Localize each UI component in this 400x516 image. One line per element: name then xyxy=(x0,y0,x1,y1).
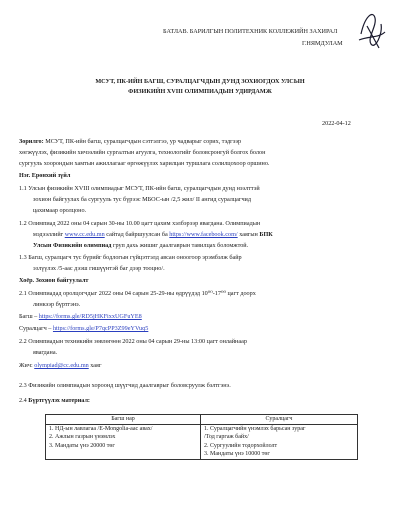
item-2-4-label: Бүртгүүлэх материал: xyxy=(28,397,90,404)
list-item: 1. Суралцагчийн үнэмлэх барьсан зураг xyxy=(204,425,306,432)
teacher-reg-line xyxy=(19,312,142,323)
teacher-form-link[interactable]: https://forms.gle/RD5jHKFixxUGFuYE8 xyxy=(38,313,142,320)
item-1-2-text-c: хаягын xyxy=(237,231,260,238)
approval-line1: БАТЛАВ. БАРИЛГЫН ПОЛИТЕХНИК КОЛЛЕЖИЙН ЗАХИРАЛ xyxy=(163,28,338,35)
student-reg-label: Суралцагч – xyxy=(19,325,53,332)
purpose-text-1: МСУТ, ПК-ийн багш, суралцагчдын сэтгэлгээ, ур чадварыг сорих, тэдгээр xyxy=(43,138,242,145)
item-1-2-line3 xyxy=(33,241,248,252)
teacher-reg-label: Багш – xyxy=(19,313,39,320)
students-cell xyxy=(201,424,358,459)
teachers-cell xyxy=(46,424,201,459)
item-1-1-line2: зохион байгуулах ба сургууль тус бүрээс МБОС-ын /2,5 жил/ II ангид суралцагчид xyxy=(33,196,252,203)
email-label: Жич: xyxy=(19,362,35,369)
doc-title-line1: МСУТ, ПК-ИЙН БАГШ, СУРАЛЦАГЧДЫН ДУНД ЗОХИОГДОХ УЛСЫН xyxy=(95,78,305,85)
item-1-2-line2 xyxy=(33,230,273,241)
meeting-line1: 2.2 Олимпиадын техникийн зөвлөгөөн 2022 оны 04 сарын 29-ны 13:00 цагт онлайнаар xyxy=(19,338,247,345)
section-org-heading: Хоёр. Зохион байгуулалт xyxy=(19,277,89,284)
item-1-3-line2: эзлүүлэх /5-аас дээш гишүүнтэй баг дээр тооцно/. xyxy=(33,265,165,272)
item-1-2-bold-b: Улсын Физикийн олимпиад xyxy=(33,242,112,249)
header-teachers: Багш нар xyxy=(46,415,201,425)
approval-line2: Г.НЯМДУЛАМ xyxy=(302,40,343,47)
student-reg-line xyxy=(19,324,148,335)
list-item: 3. Мандаты үнэ 20000 төг xyxy=(49,442,115,449)
list-item: 2. Сургуулийн тодорхойлолт xyxy=(204,442,278,449)
table-header-row xyxy=(46,415,358,425)
item-1-2-text-d: груп дахь жишиг даалгаврын тавилцах боломжтой. xyxy=(111,242,249,249)
item-2-4-num: 2.4 xyxy=(19,397,29,404)
item-1-2-text-a: мэдээллийг xyxy=(33,231,65,238)
item-1-1-line3: цахимаар оролцоно. xyxy=(33,207,87,214)
item-1-2-bold-a: БПК xyxy=(259,231,273,238)
list-item: /Тод гаргаж байх/ xyxy=(204,434,249,441)
item-1-2-text-b: сайтад байршуулсан ба xyxy=(104,231,170,238)
student-form-link[interactable]: https://forms.gle/P7qcPP3Z99eYVuq5 xyxy=(52,325,149,332)
facebook-link[interactable]: https://www.facebook.com/ xyxy=(169,231,238,238)
section-general-heading: Нэг. Ерөнхий зүйл xyxy=(19,172,71,179)
reg-line2: линкээр бүртгэнэ. xyxy=(33,301,81,308)
header-students: Суралцагч xyxy=(201,415,358,425)
item-1-3-line1: 1.3 Багш, суралцагч тус бүрийг бодлогын гүйцэтгэлд авсан оноогоор эрэмбэлж байр xyxy=(19,254,242,261)
table-row xyxy=(46,424,358,459)
signature-mark xyxy=(355,4,389,58)
purpose-line2: хөгжүүлэх, физикийн хичээлийн сургалтын агуулга, технологийг боловсронгуй болгох болон xyxy=(19,149,266,156)
doc-title-line2: ФИЗИКИЙН XVIII ОЛИМПИАДЫН УДИРДАМЖ xyxy=(128,88,272,95)
item-2-3: 2.3 Физикийн олимпиадын хороонд шүүгчид даалгаврыг боловсруулж бэлтгэнэ. xyxy=(19,382,231,389)
meeting-line2: явагдана. xyxy=(33,349,58,356)
reg-line1: 2.1 Олимпиадад оролцогчдыг 2022 оны 04 сарын 25-29-ны өдрүүдэд 10⁰⁰-17⁰⁰ цагт доорх xyxy=(19,290,256,297)
list-item: 2. Ажлын газрын үнэмлэх xyxy=(49,434,116,441)
list-item: 1. НД-ын лавлагаа /Е-Mongolia-аас авах/ xyxy=(49,425,153,432)
email-post: хаяг xyxy=(88,362,102,369)
item-1-1-line1: 1.1 Улсын физикийн XVIII олимпиадыг МСУТ, ПК-ийн багш, суралцагчдын дунд нээлттэй xyxy=(19,185,260,192)
list-item: 3. Мандаты үнэ 10000 төг xyxy=(204,451,270,458)
item-2-4 xyxy=(19,396,90,407)
email-link[interactable]: olympiad@cc.edu.mn xyxy=(34,362,89,369)
website-link[interactable]: www.cc.edu.mn xyxy=(64,231,105,238)
materials-table xyxy=(45,414,358,460)
email-line xyxy=(19,361,101,372)
purpose-label: Зорилго: xyxy=(19,138,44,145)
item-1-2-line1: 1.2 Олимпиад 2022 оны 04 сарын 30-ны 10.00 цагт цахим хэлбэрээр явагдана. Олимпиадын xyxy=(19,220,261,227)
doc-date: 2022-04-12 xyxy=(322,120,351,127)
purpose-line1 xyxy=(19,137,241,148)
purpose-line3: сургууль хоорондын хамтын ажиллагааг өргөжүүлэх харилцан туршлага солилцохоор оршино. xyxy=(19,160,270,167)
